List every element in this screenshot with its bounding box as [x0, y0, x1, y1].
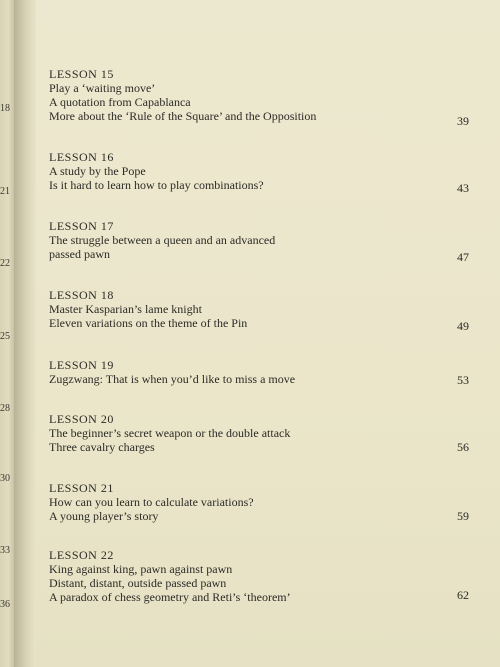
page-number: 62: [457, 588, 469, 602]
lesson-topic: The beginner’s secret weapon or the double attack: [49, 426, 291, 440]
lesson-topic: A young player’s story: [49, 509, 159, 523]
lesson-title: LESSON 22: [49, 548, 114, 562]
contents-page: [36, 0, 500, 667]
lesson-title: LESSON 19: [49, 358, 114, 372]
lesson-topic: Play a ‘waiting move’: [49, 81, 156, 95]
lesson-entry-17: [49, 219, 469, 264]
edge-number: 36: [0, 599, 10, 610]
page-number: 59: [457, 509, 469, 523]
lesson-entry-19: [49, 358, 469, 386]
lesson-title: LESSON 20: [49, 412, 114, 426]
lesson-topic: Eleven variations on the theme of the Pin: [49, 316, 248, 330]
edge-number: 21: [0, 186, 10, 197]
lesson-topic: Zugzwang: That is when you’d like to miss a move: [49, 372, 296, 386]
lesson-entry-16: [49, 150, 469, 195]
lesson-topic: passed pawn: [49, 247, 110, 261]
edge-number: 33: [0, 545, 10, 556]
lesson-title: LESSON 15: [49, 67, 114, 81]
page-number: 56: [457, 440, 469, 454]
lesson-entry-21: [49, 481, 469, 523]
lesson-title: LESSON 18: [49, 288, 114, 302]
page-number: 49: [457, 319, 469, 333]
lesson-entry-18: [49, 288, 469, 333]
lesson-entry-15: [49, 67, 469, 128]
lesson-topic: More about the ‘Rule of the Square’ and the Opposition: [49, 109, 317, 123]
lesson-title: LESSON 16: [49, 150, 114, 164]
edge-number: 28: [0, 403, 10, 414]
page-number: 53: [457, 373, 469, 387]
lesson-topic: A paradox of chess geometry and Reti’s ‘theorem’: [49, 590, 291, 604]
lesson-topic: The struggle between a queen and an advanced: [49, 233, 276, 247]
previous-page-edge: [0, 0, 14, 667]
lesson-entry-22: [49, 548, 469, 604]
lesson-topic: A study by the Pope: [49, 164, 146, 178]
edge-number: 25: [0, 331, 10, 342]
lesson-title: LESSON 17: [49, 219, 114, 233]
lesson-topic: Three cavalry charges: [49, 440, 155, 454]
lesson-topic: King against king, pawn against pawn: [49, 562, 233, 576]
book-gutter: [14, 0, 36, 667]
lesson-title: LESSON 21: [49, 481, 114, 495]
page-number: 43: [457, 181, 469, 195]
lesson-topic: How can you learn to calculate variations?: [49, 495, 254, 509]
edge-number: 22: [0, 258, 10, 269]
lesson-topic: Distant, distant, outside passed pawn: [49, 576, 227, 590]
lesson-topic: A quotation from Capablanca: [49, 95, 191, 109]
edge-number: 30: [0, 473, 10, 484]
lesson-entry-20: [49, 412, 469, 454]
lesson-topic: Master Kasparian’s lame knight: [49, 302, 202, 316]
page-number: 47: [457, 250, 469, 264]
lesson-topic: Is it hard to learn how to play combinations?: [49, 178, 264, 192]
edge-number: 18: [0, 103, 10, 114]
page-number: 39: [457, 114, 469, 128]
